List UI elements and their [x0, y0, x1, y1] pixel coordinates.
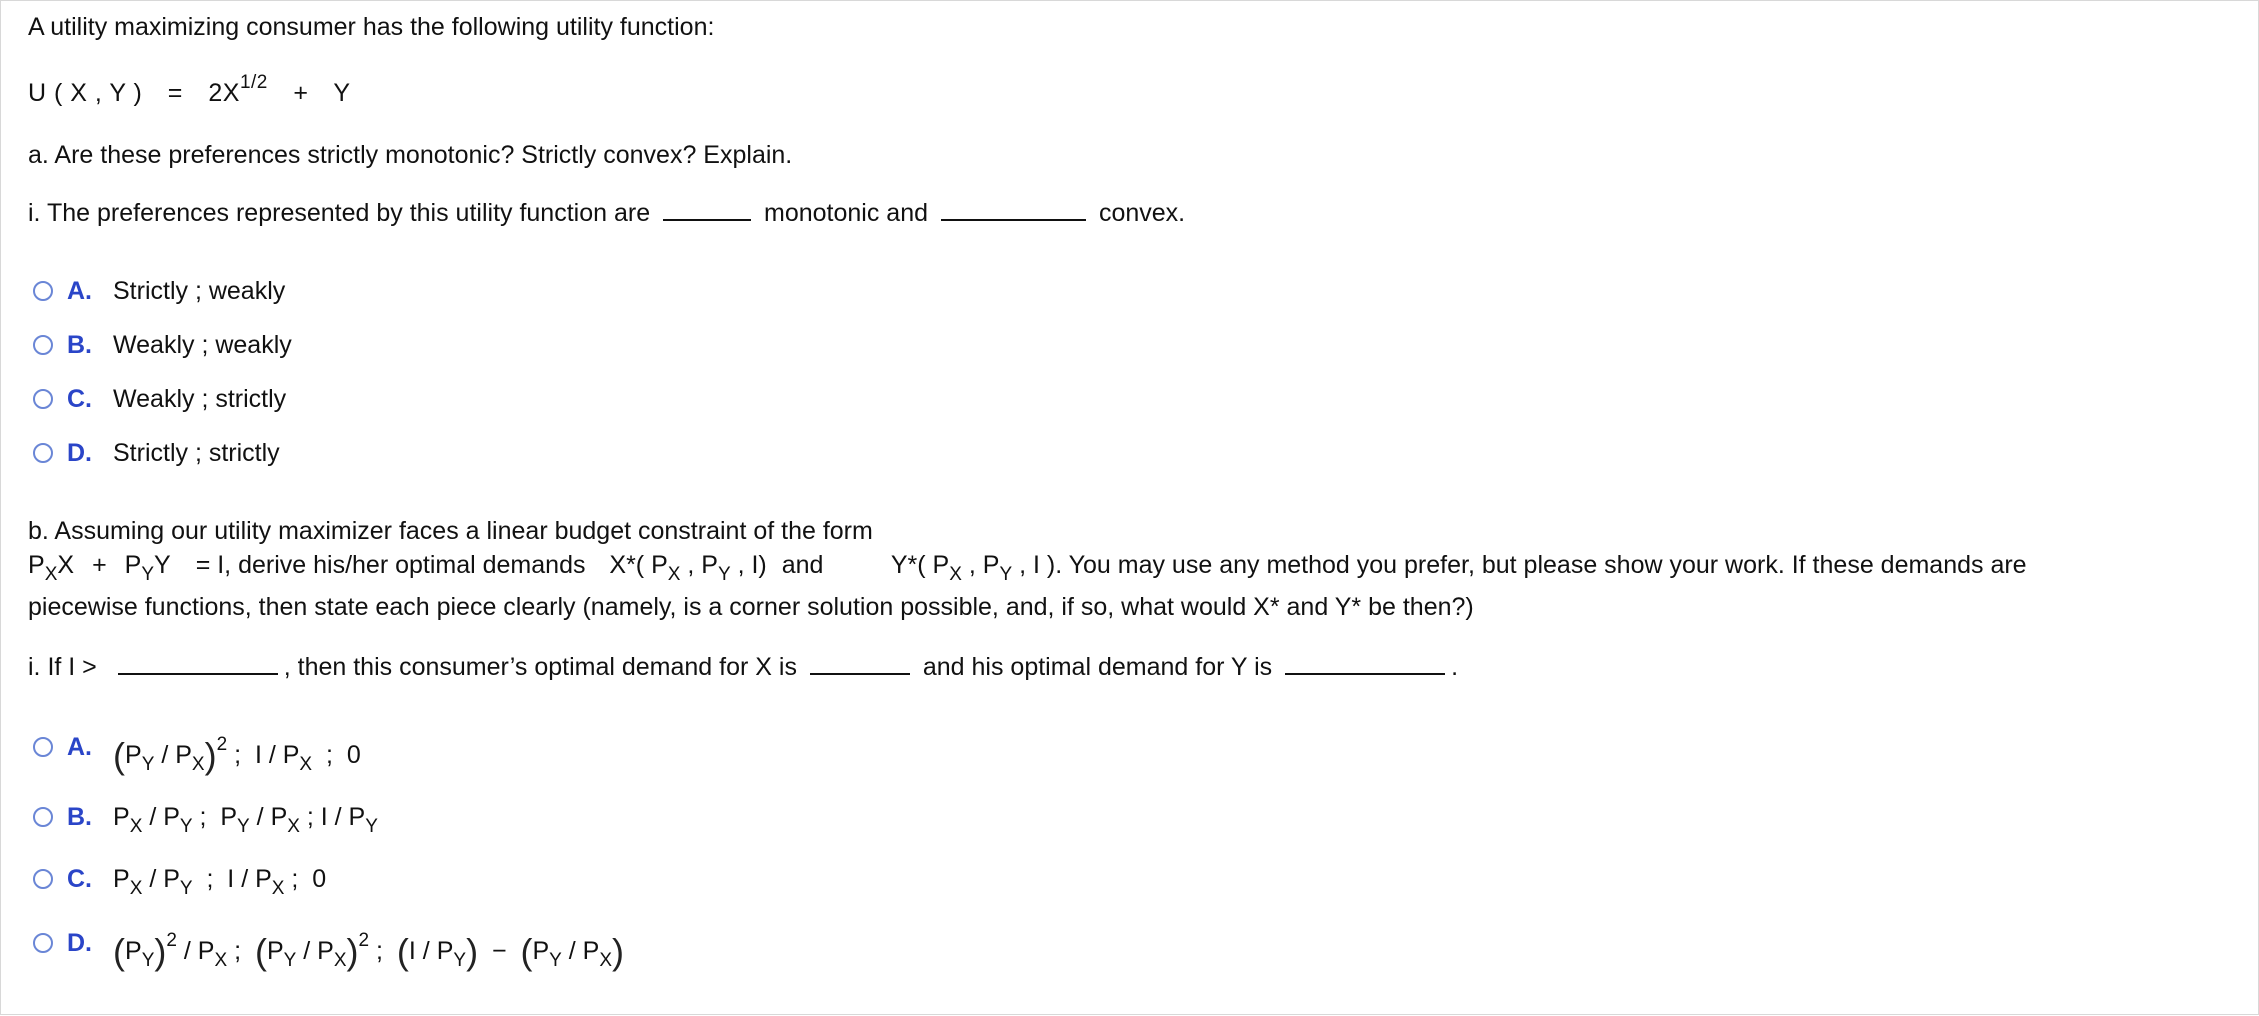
- question-page: [1, 1, 2259, 1016]
- option-letter: D.: [67, 439, 92, 467]
- part-b-option-a[interactable]: [33, 731, 361, 776]
- option-letter: B.: [67, 803, 92, 831]
- option-letter: C.: [67, 385, 92, 413]
- option-formula: $P_X / P_Y$ ; $P_Y / P_X$ ; I / $P_Y$: [113, 803, 378, 837]
- part-b-fill-text-1: i. If I >: [28, 653, 97, 681]
- part-a-fill-sentence: [28, 197, 1185, 229]
- utility-equals: =: [167, 79, 183, 107]
- utility-function: [28, 72, 351, 109]
- part-b-line-2-mid: = I, derive his/her optimal demands: [195, 551, 586, 579]
- option-letter: C.: [67, 865, 92, 893]
- radio-button[interactable]: [33, 737, 53, 757]
- utility-plus: +: [293, 79, 309, 107]
- part-a-fill-text-3: convex.: [1098, 199, 1186, 227]
- part-b-option-d[interactable]: [33, 927, 625, 972]
- blank-convex: [941, 197, 1086, 221]
- option-formula: $P_X / P_Y$ ; I / $P_X$ ; 0: [113, 865, 327, 899]
- blank-monotonic: [663, 197, 751, 221]
- utility-term-x: 2X: [208, 79, 240, 107]
- part-b-line-2-tail: . You may use any method you prefer, but please show your work. If these demands are: [1055, 551, 2027, 579]
- option-text: Strictly ; weakly: [113, 277, 286, 305]
- part-a-question: a. Are these preferences strictly monotonic? Strictly convex? Explain.: [28, 141, 793, 169]
- part-b-line-2: $P_XX + P_YY = I$, derive his/her optimal demands X*( $P_X$ , $P_Y$ , I) and Y*( $P_X$ , $P_Y$ , I ). You may use any method you prefer, but please show your work. If these demands are: [28, 551, 2027, 585]
- part-a-option-d[interactable]: [33, 437, 280, 469]
- part-a-option-c[interactable]: [33, 383, 286, 415]
- option-text: Strictly ; strictly: [113, 439, 280, 467]
- part-b-fill-sentence: [28, 651, 1458, 683]
- part-b-fill-text-3: and his optimal demand for Y is: [922, 653, 1273, 681]
- option-text: Weakly ; strictly: [113, 385, 287, 413]
- option-letter: A.: [67, 733, 92, 761]
- part-b-fill-text-4: .: [1451, 653, 1459, 681]
- blank-income-threshold: [118, 651, 278, 675]
- option-letter: B.: [67, 331, 92, 359]
- part-b-fill-text-2: , then this consumer’s optimal demand for X is: [283, 653, 797, 681]
- part-b-option-b[interactable]: [33, 801, 378, 837]
- part-a-option-b[interactable]: [33, 329, 292, 361]
- option-letter: A.: [67, 277, 92, 305]
- utility-lhs: U ( X , Y ): [28, 79, 143, 107]
- radio-button[interactable]: [33, 281, 53, 301]
- part-a-fill-text-2: monotonic and: [764, 199, 929, 227]
- part-b-line-3: piecewise functions, then state each piece clearly (namely, is a corner solution possible, and, if so, what would X* and Y* be then?): [28, 593, 1474, 621]
- option-text: Weakly ; weakly: [113, 331, 292, 359]
- radio-button[interactable]: [33, 443, 53, 463]
- part-b-option-c[interactable]: [33, 863, 327, 899]
- part-a-option-a[interactable]: [33, 275, 285, 307]
- radio-button[interactable]: [33, 869, 53, 889]
- utility-exponent: 1/2: [239, 72, 268, 93]
- blank-demand-x: [810, 651, 910, 675]
- part-b-line-1: b. Assuming our utility maximizer faces a linear budget constraint of the form: [28, 517, 873, 545]
- part-a-fill-text-1: i. The preferences represented by this utility function are: [28, 199, 651, 227]
- option-formula: $(P_Y)^2 / P_X$ ; $(P_Y / P_X)^2$ ; $(I / P_Y) - (P_Y / P_X)$: [113, 930, 625, 972]
- utility-term-y: Y: [333, 79, 351, 107]
- radio-button[interactable]: [33, 335, 53, 355]
- option-formula: $(P_Y / P_X)^2$ ; I / $P_X$ ; 0: [113, 734, 361, 776]
- intro-text: A utility maximizing consumer has the following utility function:: [28, 13, 715, 41]
- radio-button[interactable]: [33, 933, 53, 953]
- radio-button[interactable]: [33, 807, 53, 827]
- radio-button[interactable]: [33, 389, 53, 409]
- option-letter: D.: [67, 929, 92, 957]
- blank-demand-y: [1285, 651, 1445, 675]
